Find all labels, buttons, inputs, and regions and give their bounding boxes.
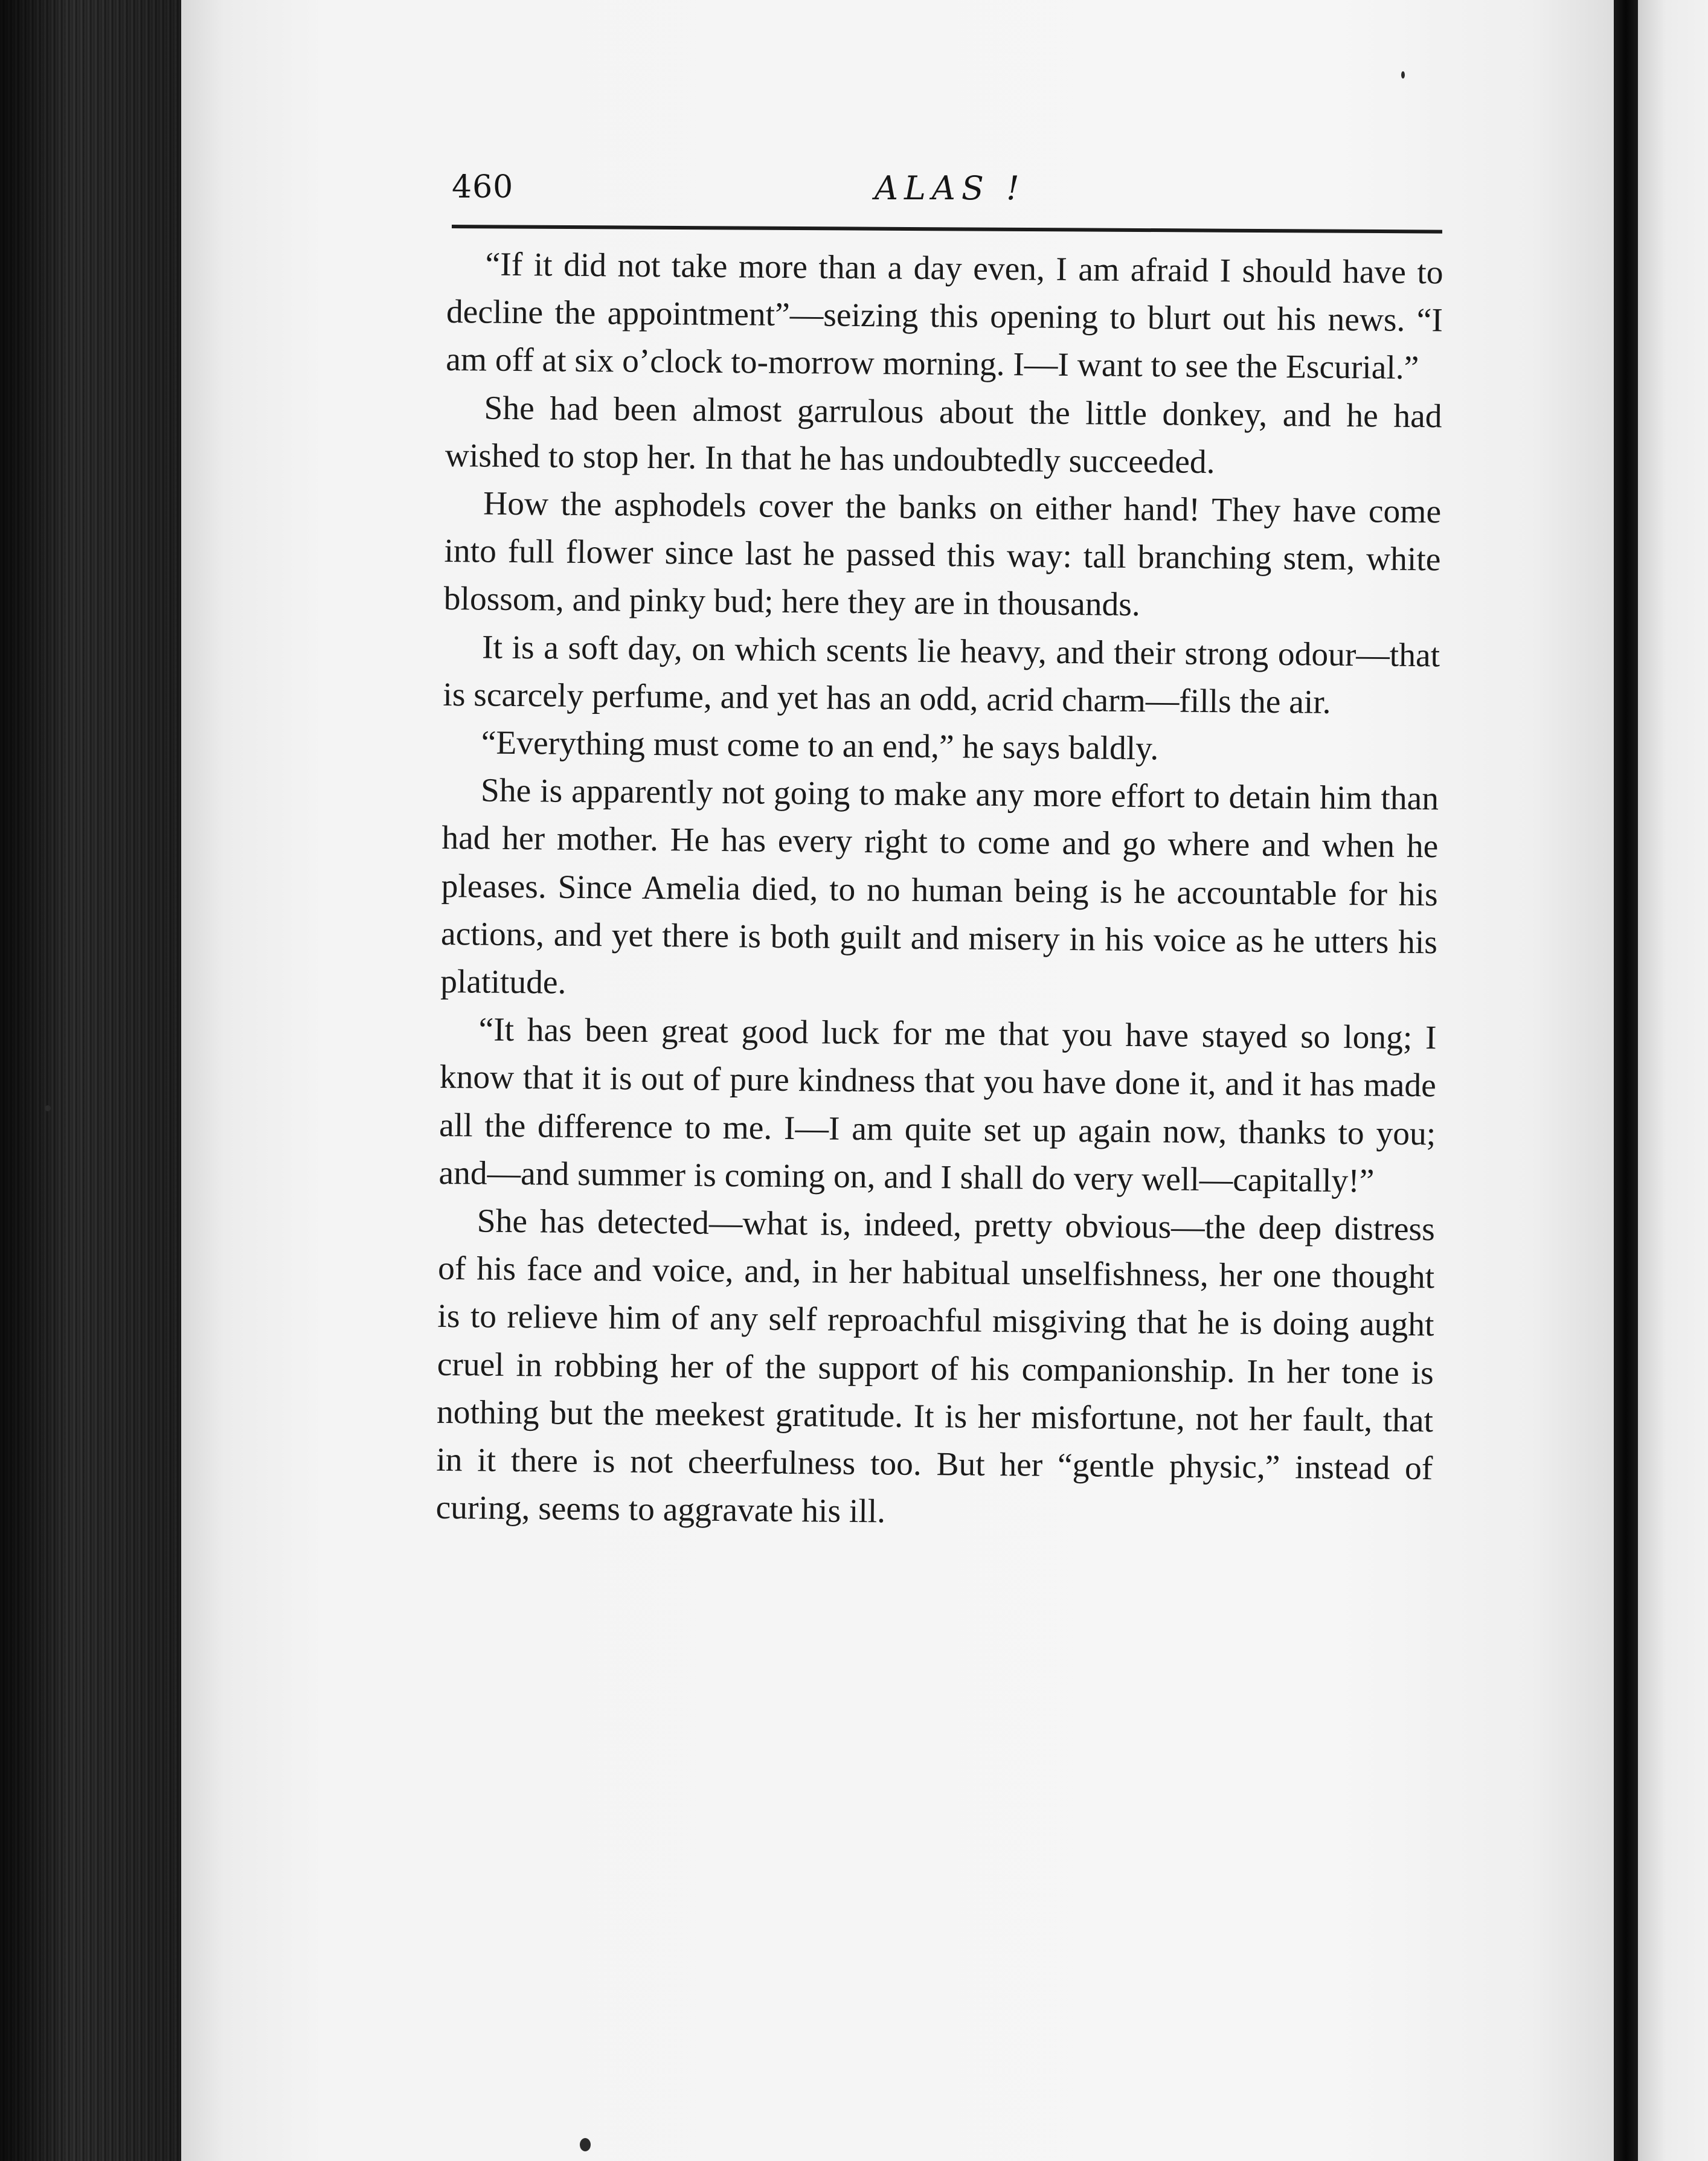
paragraph: She has detected—what is, indeed, pretty obvious—the deep distress of his face and voice, and, in her habitual unselfishness, her one thought is to relieve him of any self reproachful misgiving that he is doing aught cruel in robbing her of the support of his companionship. In her tone is nothing but the meekest gratitude. It is her misfortune, not her fault, that in it there is not cheerfulness too. But her “gentle physic,” instead of curing, seems to aggravate his ill.: [435, 1203, 1436, 1530]
paragraph: She had been almost garrulous about the little donkey, and he had wished to stop her. In that he has undoubtedly succeeded.: [445, 390, 1442, 481]
running-title: ALAS !: [875, 169, 1026, 207]
scan-speck: [1401, 71, 1405, 79]
paragraph: How the asphodels cover the banks on either hand! They have come into full flower since last he passed this way: tall branching stem, white blossom, and pinky bud; here they are in thousands.: [443, 485, 1442, 624]
gutter-shadow: [1614, 0, 1638, 2161]
facing-page-edge: [1638, 0, 1708, 2161]
paragraph: “If it did not take more than a day even, I am afraid I should have to decline the appointment”—seizing this opening to blurt out his news. “I am off at six o’clock to-morrow morning. I—I want to see the Escurial.”: [446, 246, 1443, 387]
scan-speck: [580, 2138, 591, 2151]
paragraph: “It has been great good luck for me that you have stayed so long; I know that it is out of pure kindness that you have done it, and it has made all the difference to me. I—I am quite set up again now, thanks to you; and—and summer is coming on, and I shall do very well—capitally!”: [438, 1011, 1437, 1200]
book-edge-shadow: [0, 0, 181, 2161]
paragraph: “Everything must come to an end,” he says baldly.: [481, 724, 1159, 768]
paragraph: She is apparently not going to make any more effort to detain him than had her mother. He has every right to come and go where and when he pleases. Since Amelia died, to no human being is he accountable for his actions, and yet there is both guilt and misery in his voice as he utters his platitude.: [440, 772, 1439, 1001]
running-head: [452, 162, 1442, 216]
paragraph: It is a soft day, on which scents lie heavy, and their strong odour—that is scarcely perfume, and yet has an odd, acrid charm—fills the air.: [443, 629, 1440, 721]
page-number: 460: [452, 169, 514, 205]
scan-speck: [45, 1105, 51, 1111]
body-text: [435, 240, 1443, 1541]
